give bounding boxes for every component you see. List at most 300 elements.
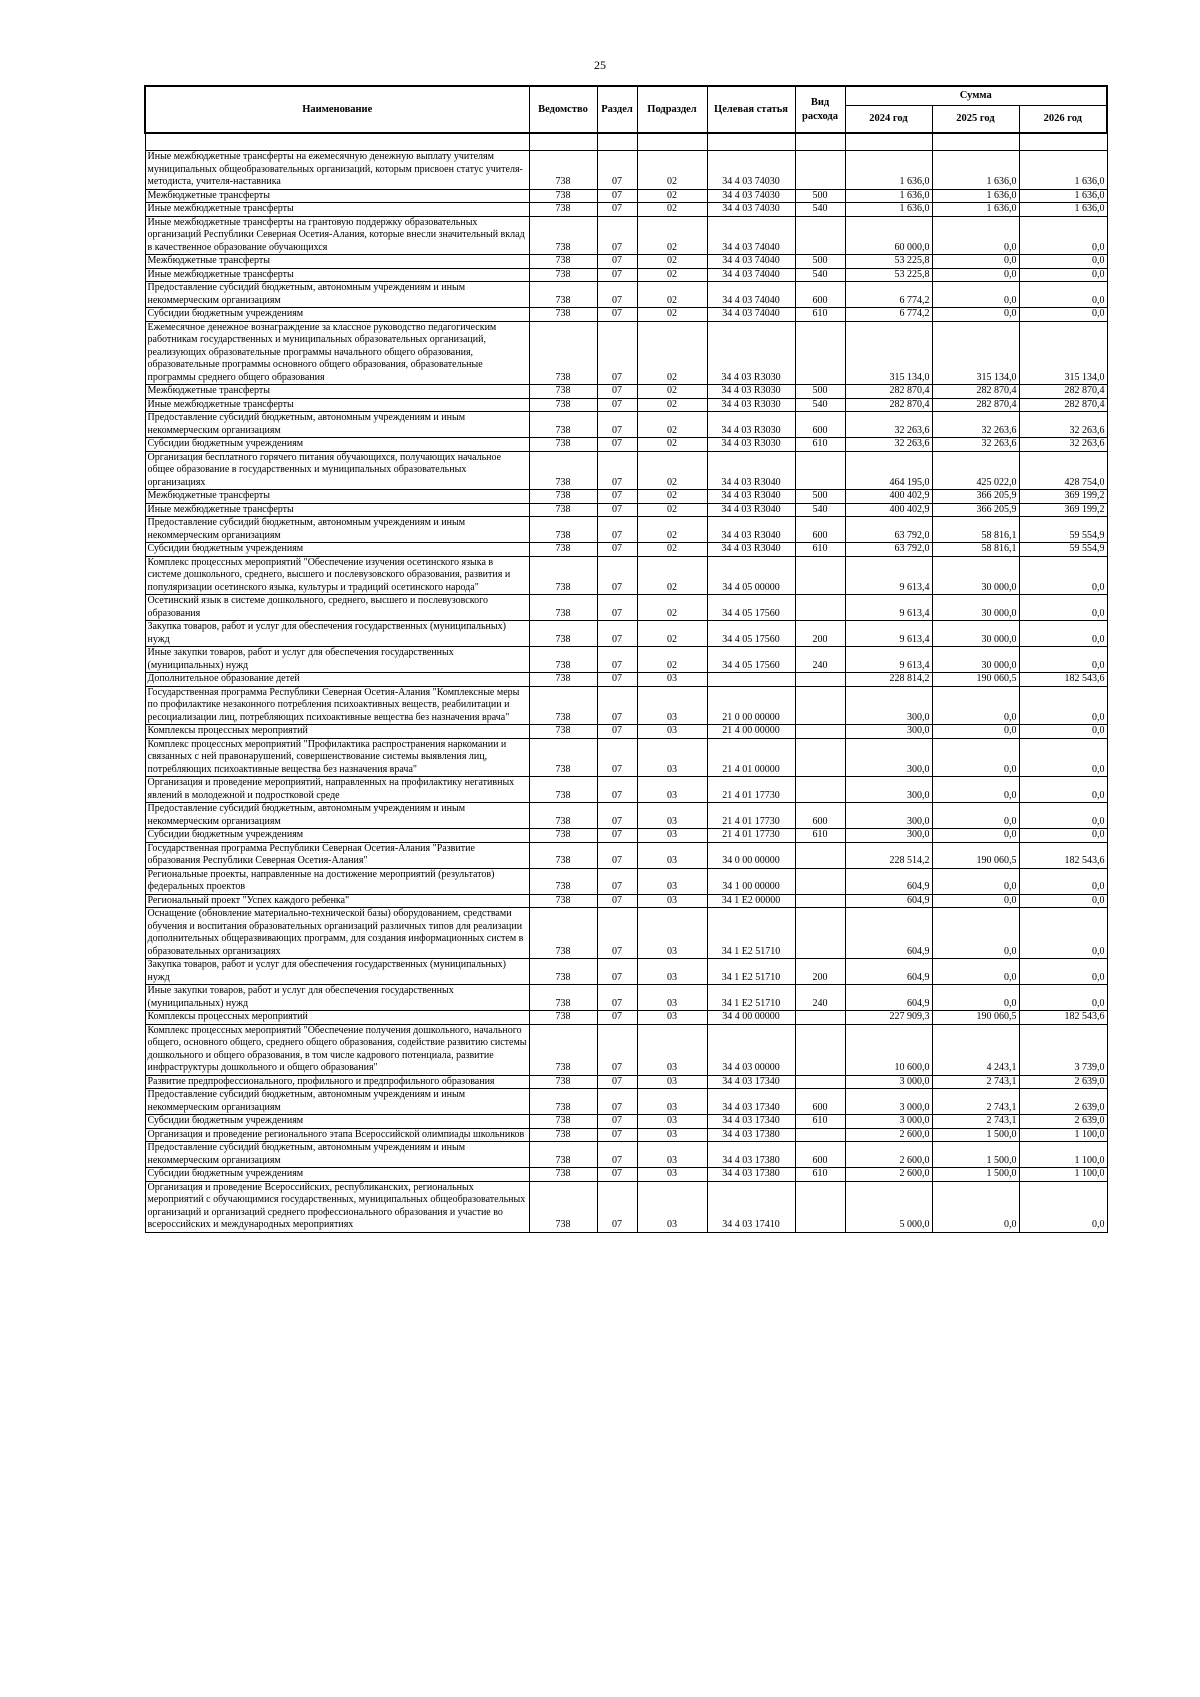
cell-2026: 0,0 xyxy=(1019,255,1107,269)
cell-subsection: 03 xyxy=(637,1089,707,1115)
cell-dept: 738 xyxy=(529,894,597,908)
cell-2025: 0,0 xyxy=(932,268,1019,282)
cell-section: 07 xyxy=(597,894,637,908)
cell-2026: 32 263,6 xyxy=(1019,438,1107,452)
cell-subsection: 02 xyxy=(637,451,707,490)
cell-name: Иные закупки товаров, работ и услуг для обеспечения государственных (муниципальных) нужд xyxy=(145,985,529,1011)
cell-target: 34 4 03 R3030 xyxy=(707,321,795,385)
cell-subsection: 02 xyxy=(637,189,707,203)
cell-name: Комплекс процессных мероприятий "Обеспечение изучения осетинского языка в системе дошкольного, среднего, высшего и послевузовского образования, развития и популяризации осетинского языка, культуры и традиций осетинского народа" xyxy=(145,556,529,595)
table-row xyxy=(145,189,1107,203)
cell-type: 200 xyxy=(795,959,845,985)
cell-target: 34 4 03 17340 xyxy=(707,1115,795,1129)
cell-2025: 0,0 xyxy=(932,725,1019,739)
cell-2025: 0,0 xyxy=(932,216,1019,255)
cell-dept: 738 xyxy=(529,725,597,739)
cell-target: 34 4 03 74040 xyxy=(707,255,795,269)
cell-target: 34 4 05 17560 xyxy=(707,647,795,673)
cell-2025: 0,0 xyxy=(932,894,1019,908)
table-row xyxy=(145,398,1107,412)
cell-dept: 738 xyxy=(529,412,597,438)
cell-target: 34 4 00 00000 xyxy=(707,1011,795,1025)
cell-section: 07 xyxy=(597,556,637,595)
cell-2026: 0,0 xyxy=(1019,738,1107,777)
cell-2025: 30 000,0 xyxy=(932,595,1019,621)
cell-subsection: 03 xyxy=(637,1115,707,1129)
table-body xyxy=(145,133,1107,1232)
header-type: Вид расхода xyxy=(795,86,845,133)
cell-name: Межбюджетные трансферты xyxy=(145,189,529,203)
cell-type: 600 xyxy=(795,1142,845,1168)
header-target: Целевая статья xyxy=(707,86,795,133)
cell-target: 34 4 03 17340 xyxy=(707,1075,795,1089)
cell-type: 610 xyxy=(795,1168,845,1182)
cell-type: 540 xyxy=(795,203,845,217)
cell-name: Иные межбюджетные трансферты на ежемесячную денежную выплату учителям муниципальных общеобразовательных организаций, которым присвоен статус учителя-методиста, учителя-наставника xyxy=(145,151,529,190)
cell-name: Региональные проекты, направленные на достижение мероприятий (результатов) федеральных проектов xyxy=(145,868,529,894)
cell-2025: 30 000,0 xyxy=(932,647,1019,673)
cell-2024: 400 402,9 xyxy=(845,490,932,504)
cell-2026: 1 636,0 xyxy=(1019,203,1107,217)
cell-2026: 0,0 xyxy=(1019,868,1107,894)
cell-2025: 1 500,0 xyxy=(932,1128,1019,1142)
table-row xyxy=(145,686,1107,725)
cell-name: Иные межбюджетные трансферты xyxy=(145,268,529,282)
table-row xyxy=(145,216,1107,255)
cell-name: Субсидии бюджетным учреждениям xyxy=(145,438,529,452)
cell-2026: 182 543,6 xyxy=(1019,842,1107,868)
table-row xyxy=(145,842,1107,868)
table-row xyxy=(145,255,1107,269)
cell-section: 07 xyxy=(597,1128,637,1142)
cell-target: 21 4 01 00000 xyxy=(707,738,795,777)
cell-subsection: 02 xyxy=(637,398,707,412)
table-row xyxy=(145,868,1107,894)
cell-2025: 282 870,4 xyxy=(932,385,1019,399)
table-row xyxy=(145,1181,1107,1232)
cell-name: Комплексы процессных мероприятий xyxy=(145,1011,529,1025)
cell-section: 07 xyxy=(597,595,637,621)
cell-2024: 282 870,4 xyxy=(845,398,932,412)
table-row xyxy=(145,517,1107,543)
cell-dept: 738 xyxy=(529,777,597,803)
cell-type: 240 xyxy=(795,985,845,1011)
cell-2026: 1 100,0 xyxy=(1019,1128,1107,1142)
cell-2024: 227 909,3 xyxy=(845,1011,932,1025)
cell-2024: 300,0 xyxy=(845,686,932,725)
cell-subsection: 02 xyxy=(637,308,707,322)
cell-2024: 63 792,0 xyxy=(845,543,932,557)
cell-2024: 604,9 xyxy=(845,894,932,908)
cell-target: 34 1 00 00000 xyxy=(707,868,795,894)
cell-2026: 3 739,0 xyxy=(1019,1024,1107,1075)
cell-type xyxy=(795,673,845,687)
cell-dept: 738 xyxy=(529,1115,597,1129)
cell-2025: 1 500,0 xyxy=(932,1168,1019,1182)
cell-subsection: 02 xyxy=(637,216,707,255)
cell-dept: 738 xyxy=(529,868,597,894)
cell-dept: 738 xyxy=(529,621,597,647)
cell-type xyxy=(795,738,845,777)
cell-2025: 0,0 xyxy=(932,255,1019,269)
cell-subsection: 03 xyxy=(637,868,707,894)
cell-name: Межбюджетные трансферты xyxy=(145,255,529,269)
table-row xyxy=(145,595,1107,621)
cell-dept: 738 xyxy=(529,1089,597,1115)
table-row xyxy=(145,556,1107,595)
cell-2025: 1 636,0 xyxy=(932,203,1019,217)
cell-2026: 0,0 xyxy=(1019,894,1107,908)
cell-2024: 2 600,0 xyxy=(845,1142,932,1168)
cell-target: 34 4 03 74040 xyxy=(707,282,795,308)
table-row xyxy=(145,503,1107,517)
cell-2025: 2 743,1 xyxy=(932,1075,1019,1089)
cell-target: 21 4 01 17730 xyxy=(707,777,795,803)
cell-dept: 738 xyxy=(529,438,597,452)
cell-name: Комплексы процессных мероприятий xyxy=(145,725,529,739)
cell-section: 07 xyxy=(597,803,637,829)
cell-2026: 0,0 xyxy=(1019,647,1107,673)
cell-type: 540 xyxy=(795,398,845,412)
cell-name: Ежемесячное денежное вознаграждение за классное руководство педагогическим работникам государственных и муниципальных образовательных организаций, реализующих образовательные программы начального общего образования, образовательные программы основного общего образования, образовательные программы среднего общего образования xyxy=(145,321,529,385)
cell-2026: 315 134,0 xyxy=(1019,321,1107,385)
cell-section: 07 xyxy=(597,398,637,412)
cell-subsection: 03 xyxy=(637,1181,707,1232)
cell-2026: 0,0 xyxy=(1019,308,1107,322)
cell-2024: 228 814,2 xyxy=(845,673,932,687)
table-row xyxy=(145,321,1107,385)
cell-dept: 738 xyxy=(529,189,597,203)
cell-2024: 10 600,0 xyxy=(845,1024,932,1075)
cell-section: 07 xyxy=(597,686,637,725)
cell-2025: 32 263,6 xyxy=(932,412,1019,438)
cell-2026: 182 543,6 xyxy=(1019,1011,1107,1025)
cell-2025: 0,0 xyxy=(932,738,1019,777)
cell-2025: 0,0 xyxy=(932,908,1019,959)
cell-section: 07 xyxy=(597,268,637,282)
cell-type: 610 xyxy=(795,543,845,557)
cell-2025: 0,0 xyxy=(932,282,1019,308)
cell-2026: 282 870,4 xyxy=(1019,398,1107,412)
cell-name: Предоставление субсидий бюджетным, автономным учреждениям и иным некоммерческим организациям xyxy=(145,1142,529,1168)
table-row xyxy=(145,1011,1107,1025)
cell-2024: 604,9 xyxy=(845,868,932,894)
table-row xyxy=(145,412,1107,438)
cell-2026: 1 636,0 xyxy=(1019,151,1107,190)
cell-name: Государственная программа Республики Северная Осетия-Алания "Комплексные меры по профилактике незаконного потребления психоактивных веществ, реабилитации и ресоциализации лиц, потребляющих психоактивные вещества без назначения врача" xyxy=(145,686,529,725)
cell-2024: 9 613,4 xyxy=(845,621,932,647)
cell-dept: 738 xyxy=(529,503,597,517)
cell-target: 34 4 03 R3030 xyxy=(707,385,795,399)
cell-name: Дополнительное образование детей xyxy=(145,673,529,687)
cell-2025: 58 816,1 xyxy=(932,517,1019,543)
cell-2025: 0,0 xyxy=(932,985,1019,1011)
cell-2024: 300,0 xyxy=(845,829,932,843)
cell-dept: 738 xyxy=(529,595,597,621)
cell-section: 07 xyxy=(597,1181,637,1232)
cell-dept: 738 xyxy=(529,216,597,255)
cell-subsection: 02 xyxy=(637,621,707,647)
header-name: Наименование xyxy=(145,86,529,133)
cell-2026: 32 263,6 xyxy=(1019,412,1107,438)
cell-2024: 53 225,8 xyxy=(845,268,932,282)
cell-2026: 1 636,0 xyxy=(1019,189,1107,203)
cell-type xyxy=(795,686,845,725)
cell-name: Комплекс процессных мероприятий "Обеспечение получения дошкольного, начального общего, основного общего, среднего общего образования, содействие развитию системы дошкольного и общего образования, в том числе кадрового потенциала, развитие инфраструктуры дошкольного и общего образования" xyxy=(145,1024,529,1075)
table-row xyxy=(145,490,1107,504)
cell-target: 34 4 03 R3040 xyxy=(707,503,795,517)
header-subsection: Подраздел xyxy=(637,86,707,133)
cell-target: 34 4 03 R3040 xyxy=(707,517,795,543)
cell-2025: 4 243,1 xyxy=(932,1024,1019,1075)
table-row xyxy=(145,1128,1107,1142)
cell-2025: 0,0 xyxy=(932,1181,1019,1232)
cell-section: 07 xyxy=(597,1075,637,1089)
cell-target: 34 4 03 R3030 xyxy=(707,398,795,412)
cell-dept: 738 xyxy=(529,829,597,843)
cell-name: Комплекс процессных мероприятий "Профилактика распространения наркомании и связанных с ней правонарушений, совершенствование системы выявления лиц, потребляющих психоактивные вещества без назначения врача" xyxy=(145,738,529,777)
cell-2024: 400 402,9 xyxy=(845,503,932,517)
cell-section: 07 xyxy=(597,1115,637,1129)
cell-name: Иные закупки товаров, работ и услуг для обеспечения государственных (муниципальных) нужд xyxy=(145,647,529,673)
cell-2026: 0,0 xyxy=(1019,282,1107,308)
cell-type: 610 xyxy=(795,438,845,452)
cell-target: 34 4 03 17380 xyxy=(707,1142,795,1168)
cell-2026: 2 639,0 xyxy=(1019,1115,1107,1129)
cell-2025: 0,0 xyxy=(932,959,1019,985)
cell-2024: 464 195,0 xyxy=(845,451,932,490)
cell-subsection: 02 xyxy=(637,255,707,269)
cell-2026: 0,0 xyxy=(1019,725,1107,739)
cell-2025: 366 205,9 xyxy=(932,490,1019,504)
cell-subsection: 02 xyxy=(637,556,707,595)
cell-type xyxy=(795,777,845,803)
cell-2026: 1 100,0 xyxy=(1019,1142,1107,1168)
cell-name: Иные межбюджетные трансферты на грантовую поддержку образовательных организаций Республики Северная Осетия-Алания, которые внесли значительный вклад в качественное образование обучающихся xyxy=(145,216,529,255)
cell-type xyxy=(795,1075,845,1089)
cell-2025: 0,0 xyxy=(932,686,1019,725)
cell-2026: 0,0 xyxy=(1019,777,1107,803)
cell-dept: 738 xyxy=(529,203,597,217)
cell-dept: 738 xyxy=(529,738,597,777)
cell-name: Иные межбюджетные трансферты xyxy=(145,203,529,217)
cell-target: 34 1 E2 51710 xyxy=(707,985,795,1011)
cell-dept: 738 xyxy=(529,842,597,868)
cell-type: 200 xyxy=(795,621,845,647)
cell-target: 34 4 05 00000 xyxy=(707,556,795,595)
cell-name: Субсидии бюджетным учреждениям xyxy=(145,308,529,322)
cell-type xyxy=(795,725,845,739)
cell-2025: 190 060,5 xyxy=(932,1011,1019,1025)
cell-type xyxy=(795,451,845,490)
header-sum: Сумма xyxy=(845,86,1107,106)
table-header xyxy=(145,86,1107,133)
cell-2024: 9 613,4 xyxy=(845,556,932,595)
cell-subsection: 02 xyxy=(637,517,707,543)
cell-section: 07 xyxy=(597,385,637,399)
cell-type: 500 xyxy=(795,490,845,504)
cell-subsection: 03 xyxy=(637,673,707,687)
cell-section: 07 xyxy=(597,151,637,190)
cell-type: 600 xyxy=(795,803,845,829)
cell-2024: 63 792,0 xyxy=(845,517,932,543)
spacer-row xyxy=(145,133,1107,151)
cell-subsection: 02 xyxy=(637,438,707,452)
table-row xyxy=(145,543,1107,557)
cell-name: Организация и проведение мероприятий, направленных на профилактику негативных явлений в молодежной и подростковой среде xyxy=(145,777,529,803)
cell-2026: 59 554,9 xyxy=(1019,517,1107,543)
cell-dept: 738 xyxy=(529,1011,597,1025)
cell-type xyxy=(795,842,845,868)
cell-type xyxy=(795,1024,845,1075)
cell-dept: 738 xyxy=(529,673,597,687)
table-row xyxy=(145,151,1107,190)
cell-name: Оснащение (обновление материально-технической базы) оборудованием, средствами обучения и воспитания образовательных организаций различных типов для реализации дополнительных общеразвивающих программ, для создания информационных систем в образовательных организациях xyxy=(145,908,529,959)
cell-2026: 2 639,0 xyxy=(1019,1075,1107,1089)
cell-name: Субсидии бюджетным учреждениям xyxy=(145,543,529,557)
cell-target: 34 1 E2 51710 xyxy=(707,908,795,959)
cell-section: 07 xyxy=(597,490,637,504)
cell-dept: 738 xyxy=(529,1024,597,1075)
cell-name: Развитие предпрофессионального, профильного и предпрофильного образования xyxy=(145,1075,529,1089)
cell-2025: 315 134,0 xyxy=(932,321,1019,385)
cell-section: 07 xyxy=(597,216,637,255)
cell-2025: 190 060,5 xyxy=(932,673,1019,687)
cell-subsection: 02 xyxy=(637,543,707,557)
cell-dept: 738 xyxy=(529,686,597,725)
cell-type xyxy=(795,1181,845,1232)
cell-type: 540 xyxy=(795,268,845,282)
cell-target: 34 4 03 17410 xyxy=(707,1181,795,1232)
cell-target: 34 4 03 R3040 xyxy=(707,543,795,557)
table-row xyxy=(145,1089,1107,1115)
cell-2025: 0,0 xyxy=(932,803,1019,829)
cell-subsection: 02 xyxy=(637,268,707,282)
cell-section: 07 xyxy=(597,673,637,687)
cell-target: 21 4 01 17730 xyxy=(707,803,795,829)
cell-name: Организация бесплатного горячего питания обучающихся, получающих начальное общее образование в государственных и муниципальных образовательных организациях xyxy=(145,451,529,490)
table-row xyxy=(145,894,1107,908)
cell-2024: 300,0 xyxy=(845,738,932,777)
cell-dept: 738 xyxy=(529,268,597,282)
table-row xyxy=(145,1024,1107,1075)
cell-dept: 738 xyxy=(529,308,597,322)
cell-section: 07 xyxy=(597,1011,637,1025)
cell-2024: 300,0 xyxy=(845,725,932,739)
cell-2024: 3 000,0 xyxy=(845,1115,932,1129)
cell-section: 07 xyxy=(597,189,637,203)
cell-subsection: 03 xyxy=(637,894,707,908)
cell-2026: 0,0 xyxy=(1019,985,1107,1011)
table-row xyxy=(145,777,1107,803)
cell-2026: 0,0 xyxy=(1019,556,1107,595)
table-row xyxy=(145,738,1107,777)
cell-target: 21 4 01 17730 xyxy=(707,829,795,843)
cell-2026: 428 754,0 xyxy=(1019,451,1107,490)
cell-target: 34 1 E2 51710 xyxy=(707,959,795,985)
cell-subsection: 03 xyxy=(637,777,707,803)
cell-type xyxy=(795,595,845,621)
cell-section: 07 xyxy=(597,517,637,543)
cell-name: Организация и проведение регионального этапа Всероссийской олимпиады школьников xyxy=(145,1128,529,1142)
cell-2025: 1 636,0 xyxy=(932,151,1019,190)
cell-type: 600 xyxy=(795,517,845,543)
cell-name: Субсидии бюджетным учреждениям xyxy=(145,1115,529,1129)
cell-target: 34 1 E2 00000 xyxy=(707,894,795,908)
cell-type: 540 xyxy=(795,503,845,517)
cell-2024: 32 263,6 xyxy=(845,438,932,452)
cell-dept: 738 xyxy=(529,282,597,308)
cell-2025: 30 000,0 xyxy=(932,621,1019,647)
cell-2024: 3 000,0 xyxy=(845,1075,932,1089)
cell-name: Организация и проведение Всероссийских, республиканских, региональных мероприятий с обучающимися государственных, муниципальных общеобразовательных организаций и организаций среднего профессионального образования и участие во всероссийских и международных мероприятиях xyxy=(145,1181,529,1232)
cell-2026: 0,0 xyxy=(1019,216,1107,255)
table-row xyxy=(145,268,1107,282)
cell-dept: 738 xyxy=(529,908,597,959)
cell-target: 34 0 00 00000 xyxy=(707,842,795,868)
cell-dept: 738 xyxy=(529,1128,597,1142)
cell-section: 07 xyxy=(597,738,637,777)
cell-target: 34 4 03 17380 xyxy=(707,1128,795,1142)
cell-dept: 738 xyxy=(529,985,597,1011)
table-row xyxy=(145,829,1107,843)
cell-subsection: 03 xyxy=(637,959,707,985)
table-row xyxy=(145,1142,1107,1168)
cell-subsection: 02 xyxy=(637,503,707,517)
cell-type xyxy=(795,908,845,959)
cell-name: Иные межбюджетные трансферты xyxy=(145,398,529,412)
cell-section: 07 xyxy=(597,203,637,217)
cell-dept: 738 xyxy=(529,1168,597,1182)
cell-2026: 0,0 xyxy=(1019,621,1107,647)
cell-section: 07 xyxy=(597,1089,637,1115)
cell-target: 34 4 05 17560 xyxy=(707,621,795,647)
cell-2026: 2 639,0 xyxy=(1019,1089,1107,1115)
cell-target: 34 4 03 R3040 xyxy=(707,451,795,490)
cell-type xyxy=(795,216,845,255)
cell-2024: 32 263,6 xyxy=(845,412,932,438)
cell-target: 34 4 03 17340 xyxy=(707,1089,795,1115)
cell-subsection: 03 xyxy=(637,829,707,843)
cell-2025: 2 743,1 xyxy=(932,1115,1019,1129)
cell-subsection: 02 xyxy=(637,490,707,504)
cell-name: Межбюджетные трансферты xyxy=(145,490,529,504)
cell-2025: 0,0 xyxy=(932,829,1019,843)
cell-2024: 9 613,4 xyxy=(845,647,932,673)
cell-2025: 282 870,4 xyxy=(932,398,1019,412)
cell-section: 07 xyxy=(597,451,637,490)
cell-2025: 2 743,1 xyxy=(932,1089,1019,1115)
cell-2026: 0,0 xyxy=(1019,803,1107,829)
cell-name: Предоставление субсидий бюджетным, автономным учреждениям и иным некоммерческим организациям xyxy=(145,803,529,829)
cell-2024: 3 000,0 xyxy=(845,1089,932,1115)
cell-2026: 1 100,0 xyxy=(1019,1168,1107,1182)
header-dept: Ведомство xyxy=(529,86,597,133)
cell-2026: 0,0 xyxy=(1019,268,1107,282)
cell-dept: 738 xyxy=(529,543,597,557)
cell-target: 34 4 03 74030 xyxy=(707,151,795,190)
cell-subsection: 03 xyxy=(637,842,707,868)
cell-section: 07 xyxy=(597,282,637,308)
table-row xyxy=(145,282,1107,308)
cell-target: 34 4 03 74030 xyxy=(707,189,795,203)
table-row xyxy=(145,803,1107,829)
cell-2024: 604,9 xyxy=(845,985,932,1011)
page-number: 25 xyxy=(594,58,606,72)
cell-section: 07 xyxy=(597,543,637,557)
cell-subsection: 02 xyxy=(637,282,707,308)
cell-2026: 0,0 xyxy=(1019,829,1107,843)
